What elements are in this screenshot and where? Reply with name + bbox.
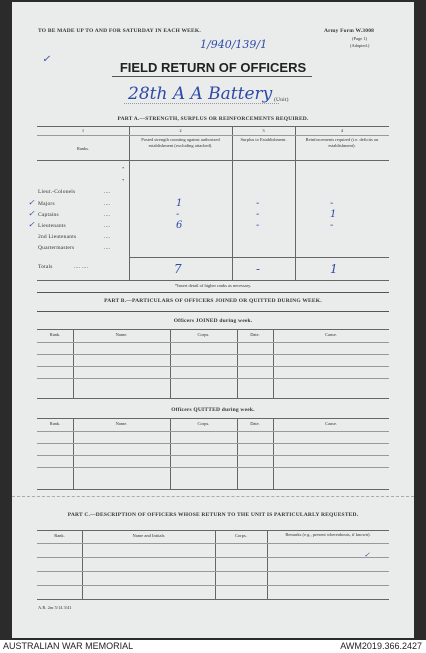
rank-dots: .... <box>104 234 111 240</box>
surplus-value: - <box>256 198 260 209</box>
footnote: *Insert detail of higher ranks as necessary. <box>174 283 252 288</box>
reinforce-value: - <box>330 198 334 209</box>
col-cause: Cause. <box>324 332 338 337</box>
margin-tick: ✓ <box>28 209 35 218</box>
joined-title: Officers JOINED during week. <box>173 318 253 324</box>
col-corps: Corps. <box>197 421 210 426</box>
rank-label: Lieutenants <box>38 223 66 229</box>
footer-accession: AWM2019.366.2427 <box>340 641 422 651</box>
col-num-2: 2 <box>179 128 182 133</box>
quitted-title: Officers QUITTED during week. <box>171 407 255 413</box>
unit-line <box>124 103 279 104</box>
rank-dots: .... <box>104 212 111 218</box>
footer-institution: AUSTRALIAN WAR MEMORIAL <box>3 641 134 651</box>
archive-footer <box>0 640 426 653</box>
posted-value: 1 <box>176 198 183 209</box>
reinforce-value: 1 <box>330 209 337 220</box>
col-cause: Cause. <box>324 421 338 426</box>
col-date: Date. <box>250 421 260 426</box>
reinforce-value: - <box>330 220 334 231</box>
total-reinforce: 1 <box>330 262 338 276</box>
handwritten-mark: ✓ <box>364 551 370 559</box>
col-corps: Corps. <box>197 332 210 337</box>
col-remarks: Remarks (e.g., present whereabouts, if known). <box>285 532 371 537</box>
col-name-initials: Name and Initials <box>132 533 165 538</box>
unit-handwritten: 28th A A Battery <box>128 84 273 104</box>
rank-dots: .... <box>104 201 111 207</box>
col-num-1: 1 <box>81 128 85 133</box>
col-head-reinforcements: Reinforcements required (i.e. deficits on establishment). <box>305 137 379 148</box>
part-a-title: PART A.—STRENGTH, SURPLUS OR REINFORCEMENTS REQUIRED. <box>117 116 309 122</box>
posted-value: 6 <box>176 220 183 231</box>
rank-label: Lieut.-Colonels <box>38 189 76 195</box>
unit-label: (Unit) <box>274 97 289 103</box>
posted-value: - <box>176 209 180 220</box>
total-posted: 7 <box>174 262 182 276</box>
col-num-3: 3 <box>262 128 265 133</box>
col-date: Date. <box>250 332 260 337</box>
title-underline <box>112 76 312 77</box>
col-num-4: 4 <box>340 128 344 133</box>
total-surplus: - <box>256 262 261 276</box>
document-page <box>12 2 414 638</box>
rank-dots: .... <box>104 189 111 195</box>
form-title: FIELD RETURN OF OFFICERS <box>119 60 307 75</box>
rank-dots: .... <box>104 245 111 251</box>
margin-tick: ✓ <box>42 54 51 65</box>
page-number: (Page 1) <box>352 36 368 41</box>
rank-label: Captains <box>38 212 59 218</box>
rank-dots: .... <box>104 223 111 229</box>
col-name: Name. <box>115 332 128 337</box>
margin-tick: ✓ <box>28 198 35 207</box>
part-c-table <box>37 530 389 600</box>
quitted-table <box>37 418 389 490</box>
rank-label: Quartermasters <box>38 245 75 251</box>
fold-line <box>12 496 414 497</box>
totals-label: Totals <box>38 264 53 270</box>
surplus-value: - <box>256 220 260 231</box>
col-head-surplus: Surplus to Establishment. <box>240 137 287 142</box>
col-rank: Rank. <box>49 421 61 426</box>
part-c-title: PART C.—DESCRIPTION OF OFFICERS WHOSE RETURN TO THE UNIT IS PARTICULARLY REQUESTED. <box>67 512 359 518</box>
print-code: A.R. 2m 5/14 3/41 <box>38 605 72 610</box>
star-marker: * <box>122 166 125 171</box>
col-head-ranks: Ranks. <box>76 146 90 151</box>
col-rank: Rank. <box>54 533 65 538</box>
joined-table <box>37 329 389 399</box>
rank-label: 2nd Lieutenants <box>38 234 77 240</box>
form-number: Army Form W.3008 <box>324 28 375 34</box>
star-marker: * <box>122 178 125 183</box>
instruction-text: TO BE MADE UP TO AND FOR SATURDAY IN EACH WEEK. <box>38 28 201 34</box>
handwritten-reference: 1/940/139/1 <box>200 38 268 51</box>
adapted-label: (Adapted.) <box>350 43 370 48</box>
col-head-posted: Posted strength counting against authorized establishment (excluding attached). <box>141 137 220 148</box>
col-corps: Corps. <box>235 533 247 538</box>
col-rank: Rank. <box>49 332 61 337</box>
rank-label: Majors <box>38 201 55 207</box>
totals-dots: .... .... <box>74 264 89 270</box>
margin-tick: ✓ <box>28 220 35 229</box>
col-name: Name. <box>115 421 128 426</box>
part-b-title: PART B.—PARTICULARS OF OFFICERS JOINED OR QUITTED DURING WEEK. <box>104 298 322 304</box>
surplus-value: - <box>256 209 260 220</box>
